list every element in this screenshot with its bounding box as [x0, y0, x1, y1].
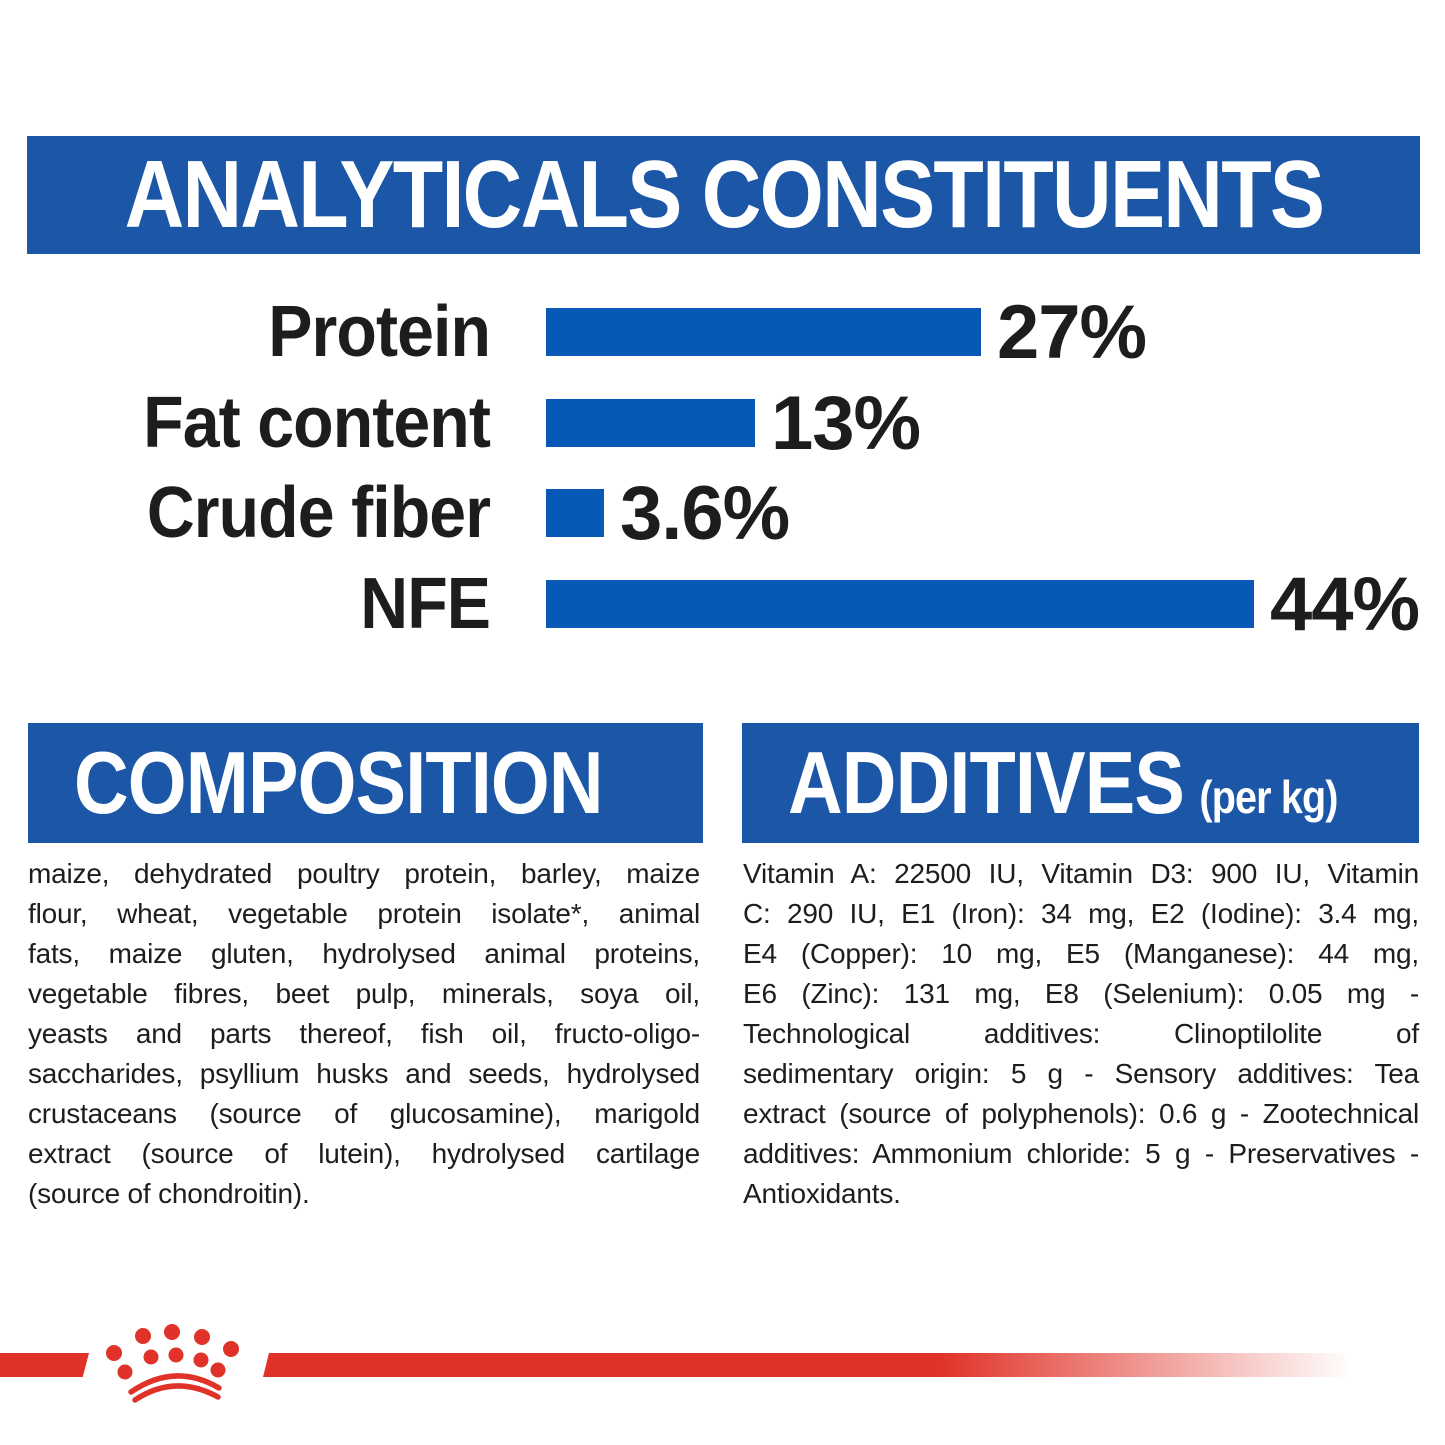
- text-line: (source of chondroitin).: [28, 1178, 310, 1209]
- text-line: flour, wheat, vegetable protein isolate*, animal: [28, 898, 700, 929]
- text-line: sedimentary origin: 5 g - Sensory additives: Tea: [743, 1058, 1419, 1089]
- chart-row-value: 13%: [771, 380, 921, 466]
- text-line: yeasts and parts thereof, fish oil, fructo-oligo-: [28, 1018, 700, 1049]
- additives-text: [743, 854, 1419, 1214]
- text-line: E6 (Zinc): 131 mg, E8 (Selenium): 0.05 mg -: [743, 978, 1419, 1009]
- chart-row-bar: [546, 308, 981, 356]
- composition-title: COMPOSITION: [74, 733, 603, 832]
- chart-row-bar: [546, 489, 604, 537]
- chart-row-label-text: Crude fiber: [146, 473, 490, 553]
- chart-row-label: [0, 292, 490, 372]
- additives-title-suffix: (per kg): [1199, 771, 1338, 823]
- footer-red-bar-right: [263, 1353, 1352, 1377]
- text-line: extract (source of lutein), hydrolysed cartilage: [28, 1138, 700, 1169]
- chart-row-value: 3.6%: [620, 470, 790, 556]
- additives-header-inner: [788, 732, 1338, 834]
- text-line: maize, dehydrated poultry protein, barley, maize: [28, 858, 700, 889]
- text-line: Vitamin A: 22500 IU, Vitamin D3: 900 IU, Vitamin: [743, 858, 1419, 889]
- composition-header: [28, 723, 703, 843]
- chart-row: [0, 470, 1445, 556]
- text-line: vegetable fibres, beet pulp, minerals, soya oil,: [28, 978, 700, 1009]
- text-line: fats, maize gluten, hydrolysed animal proteins,: [28, 938, 700, 969]
- text-line: extract (source of polyphenols): 0.6 g - Zootechnical: [743, 1098, 1419, 1129]
- chart-row-label-text: Fat content: [143, 383, 490, 463]
- text-line: Antioxidants.: [743, 1178, 901, 1209]
- royal-canin-crown-icon: [100, 1323, 245, 1405]
- text-line: saccharides, psyllium husks and seeds, hydrolysed: [28, 1058, 700, 1089]
- chart-row: [0, 289, 1445, 375]
- additives-title: ADDITIVES: [788, 733, 1184, 832]
- text-line: E4 (Copper): 10 mg, E5 (Manganese): 44 mg,: [743, 938, 1419, 969]
- text-line: Technological additives: Clinoptilolite of: [743, 1018, 1419, 1049]
- chart-row-label-text: NFE: [360, 564, 490, 644]
- composition-text: [28, 854, 700, 1214]
- analyticals-chart: [0, 289, 1445, 647]
- text-line: C: 290 IU, E1 (Iron): 34 mg, E2 (Iodine): 3.4 mg,: [743, 898, 1419, 929]
- chart-row-bar: [546, 399, 755, 447]
- chart-row-label: [0, 564, 490, 644]
- analyticals-title: ANALYTICALS CONSTITUENTS: [124, 141, 1323, 248]
- chart-row-label-text: Protein: [268, 292, 490, 372]
- chart-row-value: 27%: [997, 289, 1147, 375]
- composition-header-inner: [74, 732, 603, 834]
- chart-row-bar: [546, 580, 1254, 628]
- text-line: additives: Ammonium chloride: 5 g - Preservatives -: [743, 1138, 1419, 1169]
- chart-row-label: [0, 473, 490, 553]
- chart-row: [0, 561, 1445, 647]
- analyticals-header: [27, 136, 1420, 254]
- chart-row-value: 44%: [1270, 561, 1420, 647]
- chart-row-label: [0, 383, 490, 463]
- additives-header: [742, 723, 1419, 843]
- text-line: crustaceans (source of glucosamine), marigold: [28, 1098, 700, 1129]
- footer-red-bar-left: [0, 1353, 89, 1377]
- chart-row: [0, 380, 1445, 466]
